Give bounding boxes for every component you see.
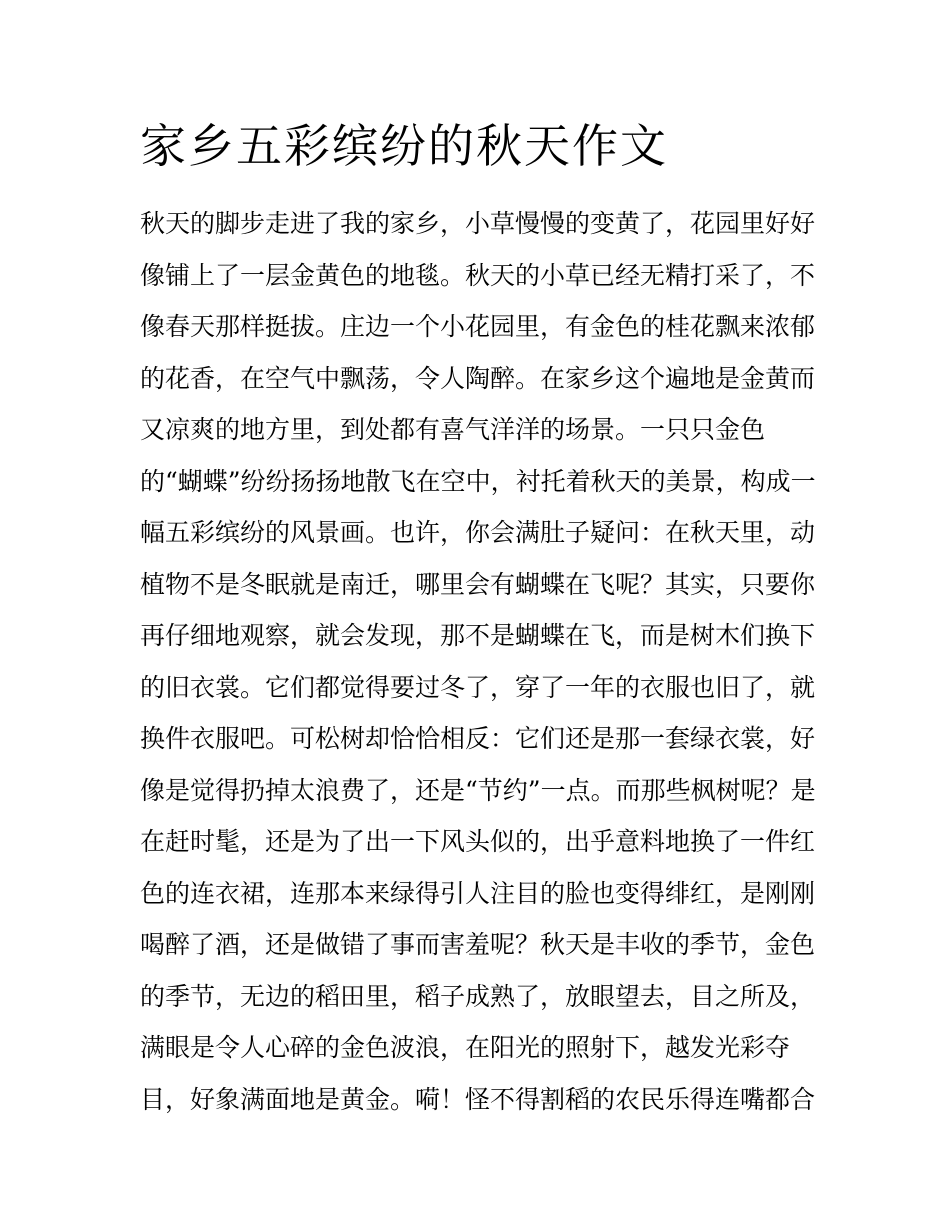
body-line: 再仔细地观察，就会发现，那不是蝴蝶在飞，而是树木们换下 xyxy=(140,621,816,650)
body-line: 植物不是冬眠就是南迁，哪里会有蝴蝶在飞呢？其实，只要你 xyxy=(140,569,816,599)
body-line: 秋天的脚步走进了我的家乡，小草慢慢的变黄了，花园里好好 xyxy=(140,209,816,238)
body-line: 在赶时髦，还是为了出一下风头似的，出乎意料地换了一件红 xyxy=(140,827,816,856)
body-line: 的“蝴蝶”纷纷扬扬地散飞在空中，衬托着秋天的美景，构成一 xyxy=(140,466,816,496)
body-line: 满眼是令人心碎的金色波浪，在阳光的照射下，越发光彩夺 xyxy=(140,1033,791,1062)
body-line: 色的连衣裙，连那本来绿得引人注目的脸也变得绯红，是刚刚 xyxy=(140,878,816,908)
document-body xyxy=(140,198,820,1125)
body-line: 的花香，在空气中飘荡，令人陶醉。在家乡这个遍地是金黄而 xyxy=(140,363,816,393)
body-line: 像春天那样挺拔。庄边一个小花园里，有金色的桂花飘来浓郁 xyxy=(140,312,816,341)
body-line: 像铺上了一层金黄色的地毯。秋天的小草已经无精打采了，不 xyxy=(140,260,816,290)
body-line: 的季节，无边的稻田里，稻子成熟了，放眼望去，目之所及， xyxy=(140,981,816,1011)
body-line: 像是觉得扔掉太浪费了，还是“节约”一点。而那些枫树呢？是 xyxy=(140,775,816,805)
body-line: 又凉爽的地方里，到处都有喜气洋洋的场景。一只只金色 xyxy=(140,415,766,444)
document-title: 家乡五彩缤纷的秋天作文 xyxy=(140,119,668,173)
body-line: 目，好象满面地是黄金。嗬！怪不得割稻的农民乐得连嘴都合 xyxy=(140,1084,816,1114)
body-line: 幅五彩缤纷的风景画。也许，你会满肚子疑问：在秋天里，动 xyxy=(140,518,816,547)
body-line: 的旧衣裳。它们都觉得要过冬了，穿了一年的衣服也旧了，就 xyxy=(140,672,816,702)
body-line: 换件衣服吧。可松树却恰恰相反：它们还是那一套绿衣裳，好 xyxy=(140,724,816,753)
body-line: 喝醉了酒，还是做错了事而害羞呢？秋天是丰收的季节，金色 xyxy=(140,930,816,959)
